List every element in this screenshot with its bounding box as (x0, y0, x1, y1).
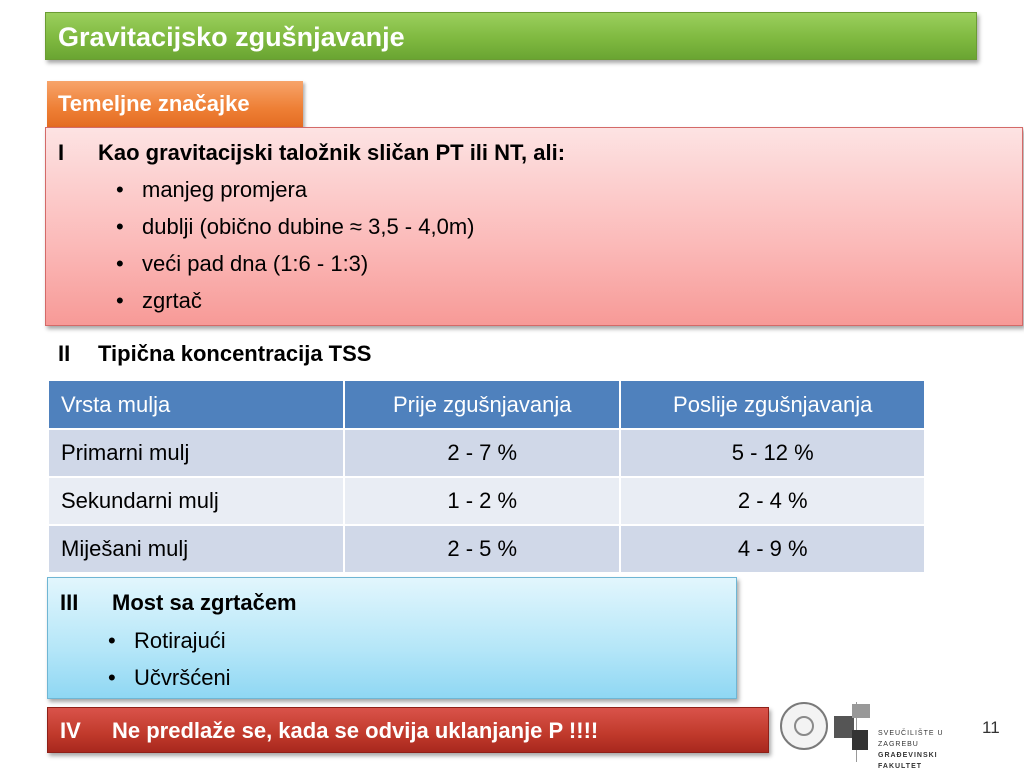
bullet-icon: • (116, 177, 124, 202)
university-line-2: GRAĐEVINSKI FAKULTET (878, 752, 938, 770)
section-ii-numeral: II (58, 341, 71, 366)
column-header: Vrsta mulja (49, 381, 344, 429)
table-cell: 1 - 2 % (344, 477, 620, 525)
slide-title: Gravitacijsko zgušnjavanje (45, 12, 977, 60)
list-item (116, 245, 474, 282)
section-ii-heading-text: Tipična koncentracija TSS (98, 341, 372, 366)
table-cell: Primarni mulj (49, 429, 344, 477)
bullet-text: Rotirajući (134, 628, 226, 653)
university-seal-icon (780, 702, 828, 750)
bullet-text: manjeg promjera (142, 177, 308, 202)
university-name (878, 728, 980, 772)
section-tag: Temeljne značajke (47, 81, 303, 127)
section-iv-text: Ne predlaže se, kada se odvija uklanjanje P !!!! (112, 718, 599, 743)
section-iii-bullets (108, 622, 231, 696)
list-item (116, 171, 474, 208)
bullet-icon: • (116, 251, 124, 276)
page-number: 11 (982, 718, 1000, 737)
university-line-1: SVEUČILIŠTE U ZAGREBU (878, 730, 944, 748)
column-header: Prije zgušnjavanja (344, 381, 620, 429)
section-ii-heading (58, 341, 371, 367)
table-header-row (49, 381, 925, 429)
section-i-numeral: I (58, 140, 65, 165)
table-row (49, 477, 925, 525)
table-row (49, 429, 925, 477)
section-iv-numeral: IV (60, 718, 81, 743)
table-cell: 5 - 12 % (620, 429, 925, 477)
table-cell: Miješani mulj (49, 525, 344, 572)
table-cell: 2 - 4 % (620, 477, 925, 525)
bullet-text: veći pad dna (1:6 - 1:3) (142, 251, 369, 276)
table-cell: 2 - 5 % (344, 525, 620, 572)
faculty-logos (780, 702, 980, 770)
section-iv-box (47, 707, 769, 753)
section-i-box (45, 127, 1023, 326)
table-cell: Sekundarni mulj (49, 477, 344, 525)
list-item (108, 622, 231, 659)
bullet-icon: • (116, 288, 124, 313)
table-cell: 2 - 7 % (344, 429, 620, 477)
section-iii-numeral: III (60, 590, 79, 615)
faculty-logo-icon (828, 702, 878, 762)
bullet-icon: • (108, 665, 116, 690)
table-cell: 4 - 9 % (620, 525, 925, 572)
bullet-text: zgrtač (142, 288, 202, 313)
bullet-text: dublji (obično dubine ≈ 3,5 - 4,0m) (142, 214, 475, 239)
list-item (116, 282, 474, 319)
section-iii-box (47, 577, 737, 699)
tss-table (49, 381, 926, 572)
section-i-heading-text: Kao gravitacijski taložnik sličan PT ili NT, ali: (98, 140, 566, 165)
section-iii-heading-text: Most sa zgrtačem (112, 590, 297, 615)
bullet-text: Učvršćeni (134, 665, 231, 690)
section-i-bullets (116, 171, 474, 319)
list-item (108, 659, 231, 696)
section-iii-heading (60, 590, 297, 616)
bullet-icon: • (116, 214, 124, 239)
list-item (116, 208, 474, 245)
section-i-heading (58, 140, 565, 166)
table-row (49, 525, 925, 572)
bullet-icon: • (108, 628, 116, 653)
column-header: Poslije zgušnjavanja (620, 381, 925, 429)
